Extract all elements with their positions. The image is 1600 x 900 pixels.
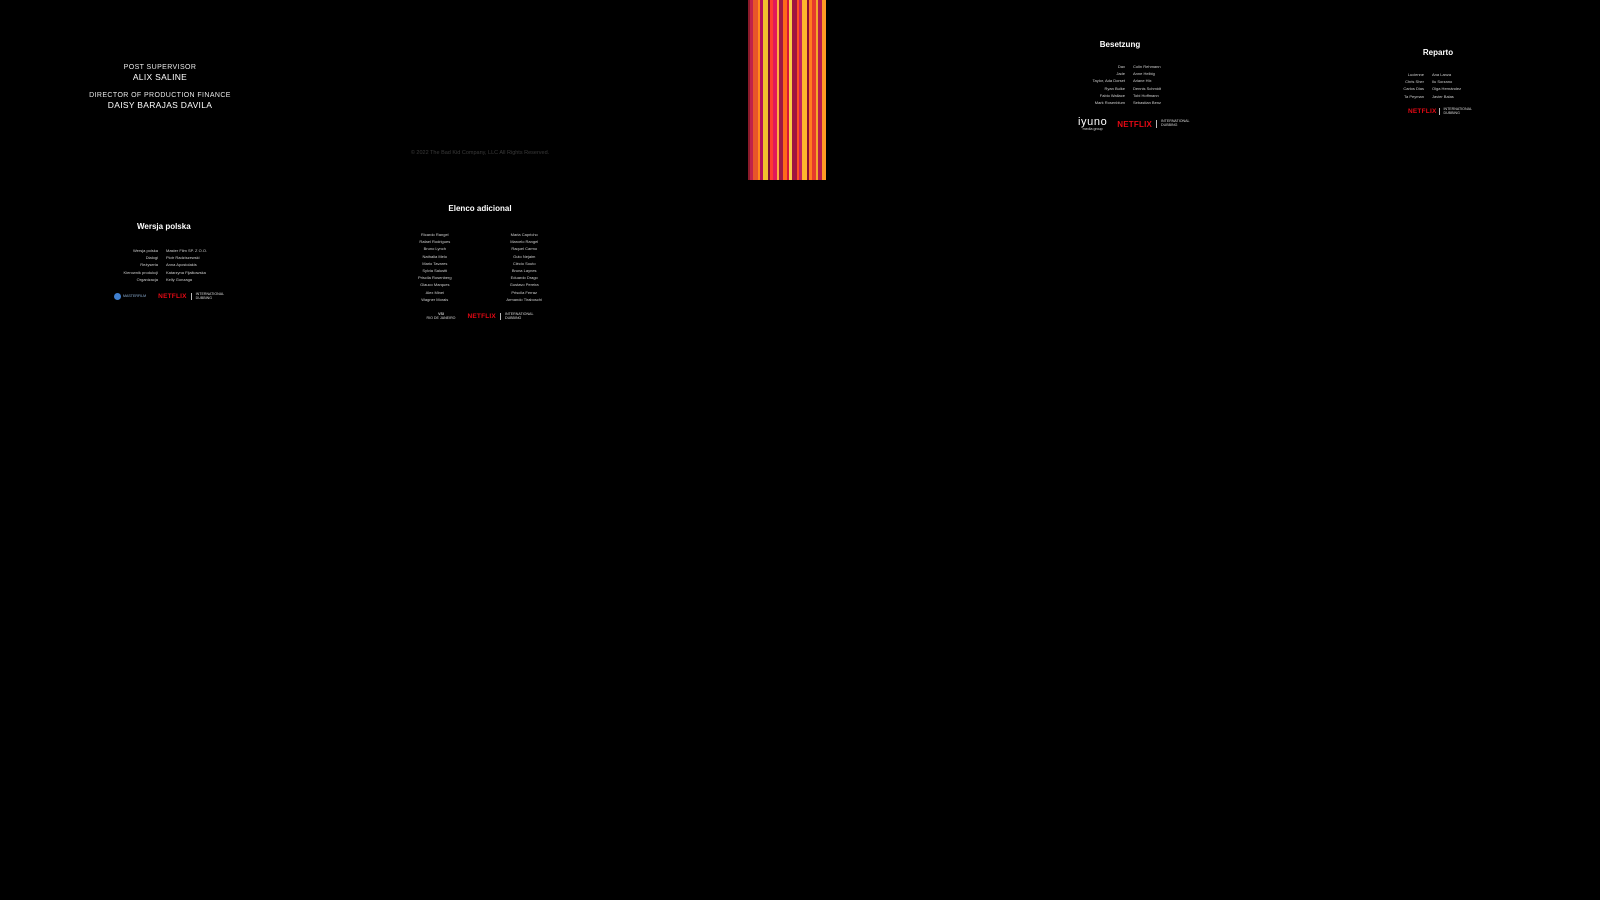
tag-dubbing: DUBBING (504, 315, 522, 320)
credit-role: Chris Sher (1405, 79, 1424, 85)
credit-role: Dax (1117, 64, 1125, 69)
iyuno-logo-text: iyuno (1078, 116, 1108, 129)
wersja-polska-list (100, 247, 300, 283)
logo-divider (1156, 120, 1157, 128)
wersja-logos (114, 293, 300, 301)
besetzung-logos (1078, 116, 1270, 132)
elenco-right-column (506, 231, 542, 303)
credit-row (1380, 71, 1500, 78)
logo-divider (1439, 108, 1440, 115)
besetzung-panel (1070, 40, 1270, 132)
credit-actor: Katarzyna Fijałkowska (166, 269, 206, 275)
credit-actor: Tobi Hoffmann (1133, 92, 1159, 98)
tag-dubbing: DUBBING (195, 295, 213, 300)
tag-international: INTERNATIONAL (1443, 106, 1472, 111)
besetzung-title: Besetzung (1099, 40, 1141, 49)
credit-row (1380, 85, 1500, 92)
dubbing-tag (1443, 108, 1472, 116)
wersja-polska-title: Wersja polska (137, 222, 191, 231)
credit-row (100, 269, 300, 276)
cast-name: Maria Capricho (510, 232, 538, 237)
masterfilm-logo (114, 293, 146, 300)
iyuno-logo-sub: media group (1082, 127, 1103, 132)
credit-role: Ta Peyman (1403, 93, 1424, 99)
cast-name: Mario Tavares (422, 260, 448, 266)
cast-name: Marcelo Rangel (510, 239, 539, 245)
logo-divider (191, 293, 192, 300)
credit-role: Reżyseria (140, 262, 158, 268)
role-production-finance: DIRECTOR OF PRODUCTION FINANCE (89, 92, 231, 99)
netflix-logo: NETFLIX (1408, 108, 1437, 116)
role-post-supervisor: POST SUPERVISOR (123, 64, 197, 71)
credit-row (100, 254, 300, 261)
credit-actor: Anna Apostolakis (166, 262, 197, 268)
credit-actor: Anne Helbig (1133, 71, 1155, 77)
tag-dubbing: DUBBING (1443, 110, 1460, 115)
credit-actor: Kelly Gonzaga (166, 276, 193, 282)
cast-name: Ricardo Rangel (421, 232, 449, 237)
reparto-list (1380, 71, 1500, 100)
tag-international: INTERNATIONAL (504, 312, 534, 317)
cast-name: Clécio Souto (512, 260, 536, 266)
credit-row (100, 261, 300, 268)
credit-row (100, 276, 300, 283)
elenco-logos (400, 313, 560, 321)
credit-role: Mark Rosenblum (1094, 100, 1125, 106)
credit-role: Organizacja (136, 276, 158, 282)
dubbing-tag (505, 313, 534, 321)
netflix-logo: NETFLIX (1117, 119, 1153, 129)
credit-role: Lucienne (1407, 72, 1424, 77)
cast-name: Rafael Rodrigues (419, 239, 451, 245)
reparto-logos (1408, 108, 1500, 116)
masterfilm-logo-text: MASTERFILM (123, 293, 147, 298)
credit-role: Taylor, Ada Dorset (1092, 78, 1125, 84)
copyright-text: © 2022 The Bad Kid Company, LLC All Rights Reserved. (410, 150, 550, 156)
stripe (822, 0, 826, 180)
name-production-finance: DAISY BARAJAS DAVILA (107, 100, 213, 110)
tag-international: INTERNATIONAL (195, 292, 225, 297)
credit-row (1070, 63, 1270, 70)
reparto-title: Reparto (1422, 48, 1454, 57)
cast-name: Nathalia Melo (422, 253, 448, 259)
logo-divider (500, 313, 501, 320)
reparto-panel (1380, 48, 1500, 115)
credit-row (1380, 78, 1500, 85)
credit-row (100, 247, 300, 254)
cast-name: Glauco Marques (420, 282, 450, 288)
elenco-title: Elenco adicional (448, 204, 512, 213)
vsi-logo-sub: RIO DE JANEIRO (426, 315, 456, 320)
credit-actor: Ilu Sorzano (1432, 79, 1453, 85)
credit-role: Kierownik produkcji (123, 269, 158, 275)
cast-name: Bruna Laynes (511, 268, 537, 274)
globe-icon (114, 293, 121, 300)
post-credits-panel (60, 64, 260, 110)
cast-name: Priscila Ferraz (511, 289, 537, 295)
cast-name: Wagner Morais (421, 296, 449, 302)
credit-row (1380, 93, 1500, 100)
tag-international: INTERNATIONAL (1161, 119, 1190, 124)
credit-role: Ryan Bulke (1104, 85, 1125, 91)
name-post-supervisor: ALIX SALINE (132, 72, 188, 82)
credit-role: Wersja polska (132, 248, 158, 253)
tag-dubbing: DUBBING (1161, 123, 1178, 128)
cast-name: Eduardo Drago (510, 275, 538, 281)
cast-name: Gustavo Pereira (509, 282, 539, 288)
netflix-logo: NETFLIX (467, 313, 496, 321)
cast-name: Sylvia Salustti (422, 268, 448, 274)
credit-row (1070, 85, 1270, 92)
credit-row (1070, 92, 1270, 99)
dubbing-tag (1161, 120, 1190, 128)
iyuno-logo (1078, 116, 1107, 132)
vsi-logo (427, 313, 456, 321)
credit-actor: Ana Lanza (1432, 72, 1452, 77)
credit-actor: Master Film SP. Z O.O. (166, 248, 208, 253)
credit-actor: Ariane Hix (1133, 78, 1152, 84)
cast-name: Alex Minei (425, 289, 445, 295)
credit-row (1070, 99, 1270, 106)
credit-actor: Sebastian Benz (1133, 100, 1162, 106)
credit-actor: Colin Rehmann (1133, 64, 1161, 69)
copyright-panel (340, 150, 620, 156)
vsi-logo-text: VSI (438, 312, 444, 317)
elenco-left-column (418, 231, 452, 303)
cast-name: Armando Tiraboschi (506, 296, 542, 302)
credit-row (1070, 77, 1270, 84)
cast-name: Guto Nejaim (513, 253, 536, 259)
elenco-columns (400, 231, 560, 303)
credit-role: Dialogi (145, 255, 158, 261)
besetzung-list (1070, 63, 1270, 106)
wersja-polska-panel (100, 222, 300, 301)
netflix-stripes-graphic (748, 0, 826, 180)
netflix-logo: NETFLIX (158, 293, 187, 301)
dubbing-tag (196, 293, 225, 301)
credit-actor: Javier Balas (1432, 93, 1454, 99)
credit-actor: Olga Hernández (1432, 86, 1462, 92)
credit-role: Fabio Wallace (1099, 92, 1125, 98)
credit-role: Jade (1116, 71, 1125, 77)
credit-role: Carlos Dias (1403, 86, 1424, 92)
cast-name: Bruno Lynch (423, 246, 446, 252)
elenco-adicional-panel (400, 204, 560, 321)
credit-actor: Dennis Schmidt (1133, 85, 1162, 91)
cast-name: Priscila Rosenberg (418, 275, 452, 281)
credit-row (1070, 70, 1270, 77)
cast-name: Raquel Carmo (511, 246, 538, 252)
credit-actor: Piotr Radziszewski (166, 255, 200, 261)
